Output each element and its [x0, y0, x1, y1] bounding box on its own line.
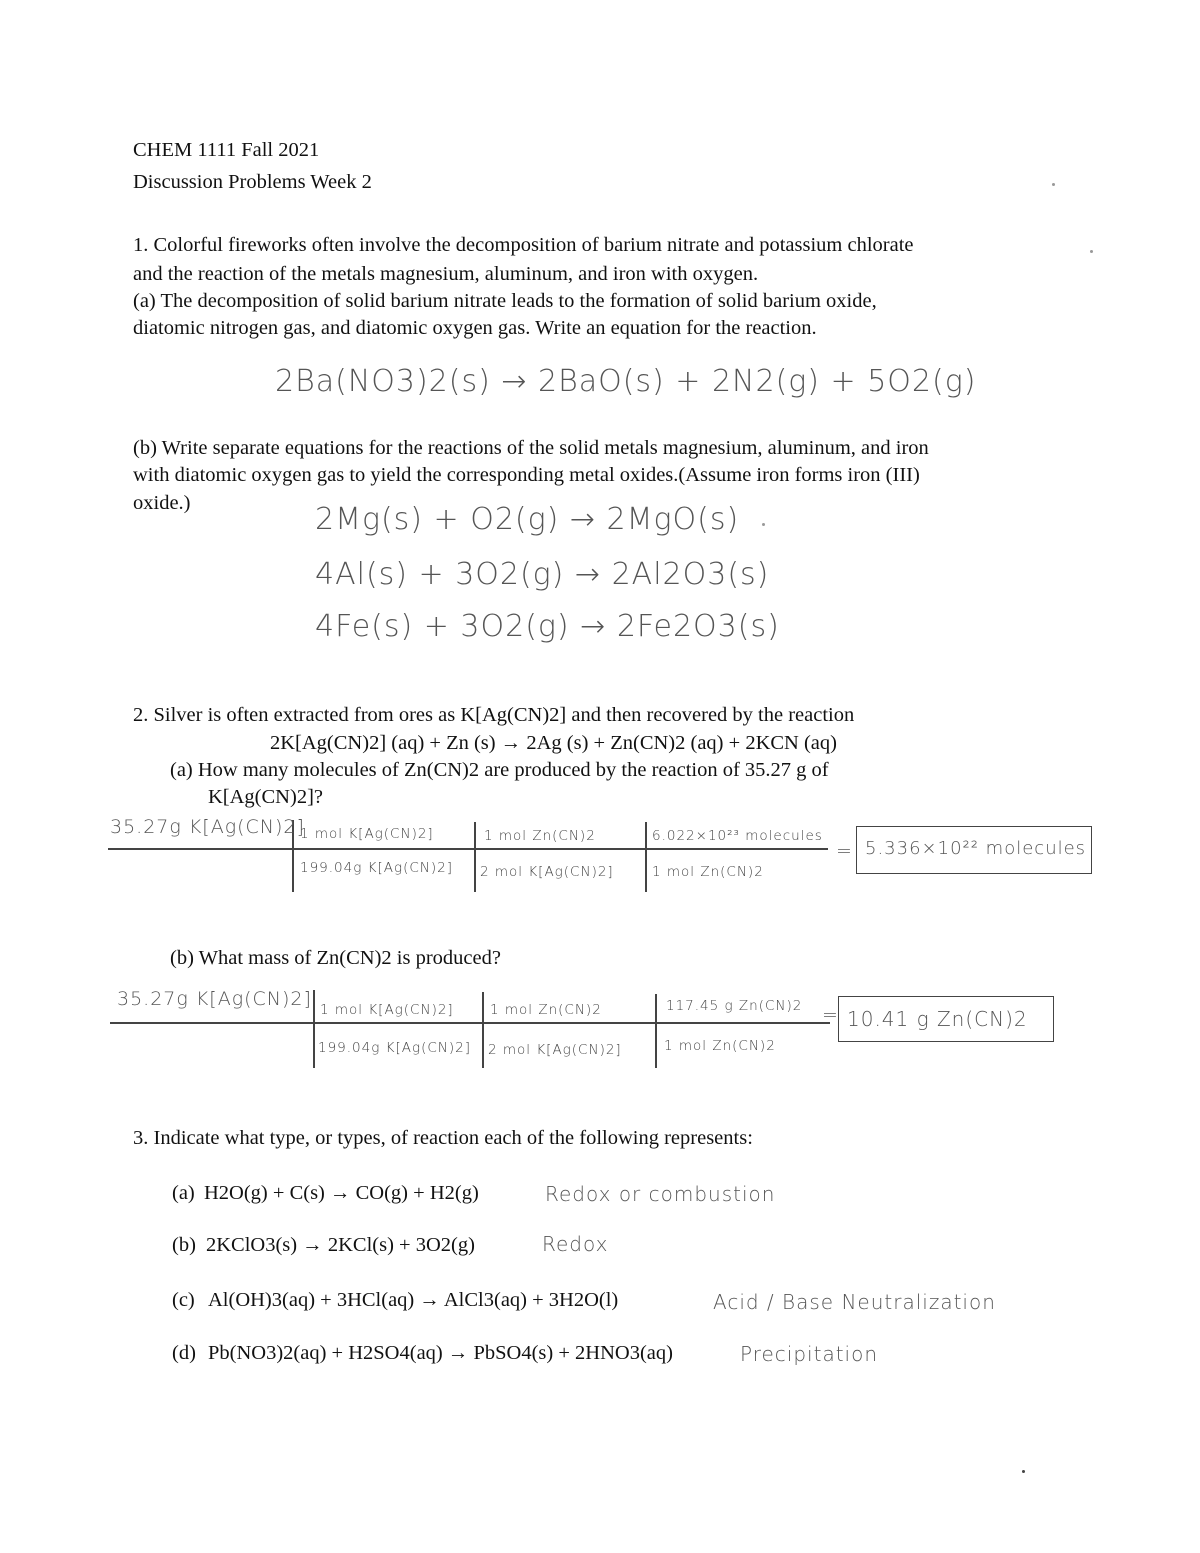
- work-factor: 117.45 g Zn(CN)2: [666, 998, 803, 1014]
- fraction-bar: [108, 848, 828, 850]
- column-divider: [313, 990, 315, 1068]
- work-factor: 1 mol Zn(CN)2: [664, 1038, 776, 1054]
- q3-item-equation: Pb(NO3)2(aq) + H2SO4(aq) → PbSO4(s) + 2HNO3(aq): [208, 1342, 673, 1364]
- q2a-boxed-answer: 5.336×10²² molecules: [865, 838, 1087, 859]
- scan-speck: [1052, 183, 1055, 186]
- q3-item-label: (b): [172, 1234, 196, 1256]
- q2-intro: 2. Silver is often extracted from ores as K[Ag(CN)2] and then recovered by the reaction: [133, 704, 855, 726]
- work-factor: 35.27g K[Ag(CN)2]: [110, 816, 305, 838]
- work-factor: 199.04g K[Ag(CN)2]: [300, 860, 453, 876]
- q1-intro-line2: and the reaction of the metals magnesium, aluminum, and iron with oxygen.: [133, 263, 759, 285]
- q2b-answer-box: [838, 996, 1054, 1042]
- work-factor: 1 mol K[Ag(CN)2]: [300, 826, 434, 842]
- q1b-line2: with diatomic oxygen gas to yield the corresponding metal oxides.(Assume iron forms iron (III): [133, 464, 920, 486]
- q2b-question: (b) What mass of Zn(CN)2 is produced?: [170, 947, 501, 969]
- q3-item-label: (a): [172, 1182, 195, 1204]
- q2-reaction-equation: 2K[Ag(CN)2] (aq) + Zn (s) → 2Ag (s) + Zn(CN)2 (aq) + 2KCN (aq): [270, 732, 837, 754]
- q3-item-answer: Precipitation: [740, 1342, 879, 1366]
- work-factor: 2 mol K[Ag(CN)2]: [488, 1042, 622, 1058]
- work-factor: 35.27g K[Ag(CN)2]: [117, 988, 312, 1010]
- q1a-handwritten-answer: 2Ba(NO3)2(s) → 2BaO(s) + 2N2(g) + 5O2(g): [275, 364, 977, 399]
- q3-item-answer: Redox: [542, 1232, 609, 1256]
- q1b-answer-aluminum: 4Al(s) + 3O2(g) → 2Al2O3(s): [315, 557, 770, 592]
- work-factor: 1 mol Zn(CN)2: [490, 1002, 602, 1018]
- scan-speck: [762, 523, 765, 526]
- q3-item-label: (d): [172, 1342, 196, 1364]
- q1-intro-line1: 1. Colorful fireworks often involve the decomposition of barium nitrate and potassium chlorate: [133, 234, 914, 256]
- course-heading: CHEM 1111 Fall 2021: [133, 139, 320, 161]
- q1b-answer-iron: 4Fe(s) + 3O2(g) → 2Fe2O3(s): [315, 609, 780, 644]
- equals-sign: =: [836, 840, 853, 862]
- q1b-line1: (b) Write separate equations for the reactions of the solid metals magnesium, aluminum, and iron: [133, 437, 929, 459]
- q3-item-equation: Al(OH)3(aq) + 3HCl(aq) → AlCl3(aq) + 3H2O(l): [208, 1289, 619, 1311]
- q1b-line3: oxide.): [133, 492, 191, 514]
- q3-item-equation: H2O(g) + C(s) → CO(g) + H2(g): [204, 1182, 479, 1204]
- q3-intro: 3. Indicate what type, or types, of reaction each of the following represents:: [133, 1127, 753, 1149]
- q3-item-equation: 2KClO3(s) → 2KCl(s) + 3O2(g): [206, 1234, 475, 1256]
- column-divider: [645, 822, 647, 892]
- q2a-answer-box: [856, 826, 1092, 874]
- page-title: Discussion Problems Week 2: [133, 171, 372, 193]
- scan-speck: [1022, 1470, 1025, 1473]
- work-factor: 2 mol K[Ag(CN)2]: [480, 864, 614, 880]
- work-factor: 199.04g K[Ag(CN)2]: [318, 1040, 471, 1056]
- q2a-line2: K[Ag(CN)2]?: [208, 786, 323, 808]
- q3-item-answer: Redox or combustion: [545, 1182, 776, 1206]
- work-factor: 1 mol Zn(CN)2: [484, 828, 596, 844]
- column-divider: [655, 994, 657, 1068]
- equals-sign: =: [822, 1004, 839, 1026]
- scan-speck: [1090, 250, 1093, 253]
- column-divider: [482, 992, 484, 1068]
- work-factor: 1 mol Zn(CN)2: [652, 864, 764, 880]
- column-divider: [474, 822, 476, 892]
- q3-item-label: (c): [172, 1289, 195, 1311]
- fraction-bar: [110, 1022, 830, 1024]
- q2a-line1: (a) How many molecules of Zn(CN)2 are produced by the reaction of 35.27 g of: [170, 759, 829, 781]
- work-factor: 6.022×10²³ molecules: [652, 828, 823, 844]
- q2b-boxed-answer: 10.41 g Zn(CN)2: [847, 1007, 1028, 1031]
- q1a-line2: diatomic nitrogen gas, and diatomic oxygen gas. Write an equation for the reaction.: [133, 317, 817, 339]
- work-factor: 1 mol K[Ag(CN)2]: [320, 1002, 454, 1018]
- q3-item-answer: Acid / Base Neutralization: [713, 1290, 996, 1314]
- q1b-answer-magnesium: 2Mg(s) + O2(g) → 2MgO(s): [315, 502, 740, 537]
- q1a-line1: (a) The decomposition of solid barium nitrate leads to the formation of solid barium oxide,: [133, 290, 877, 312]
